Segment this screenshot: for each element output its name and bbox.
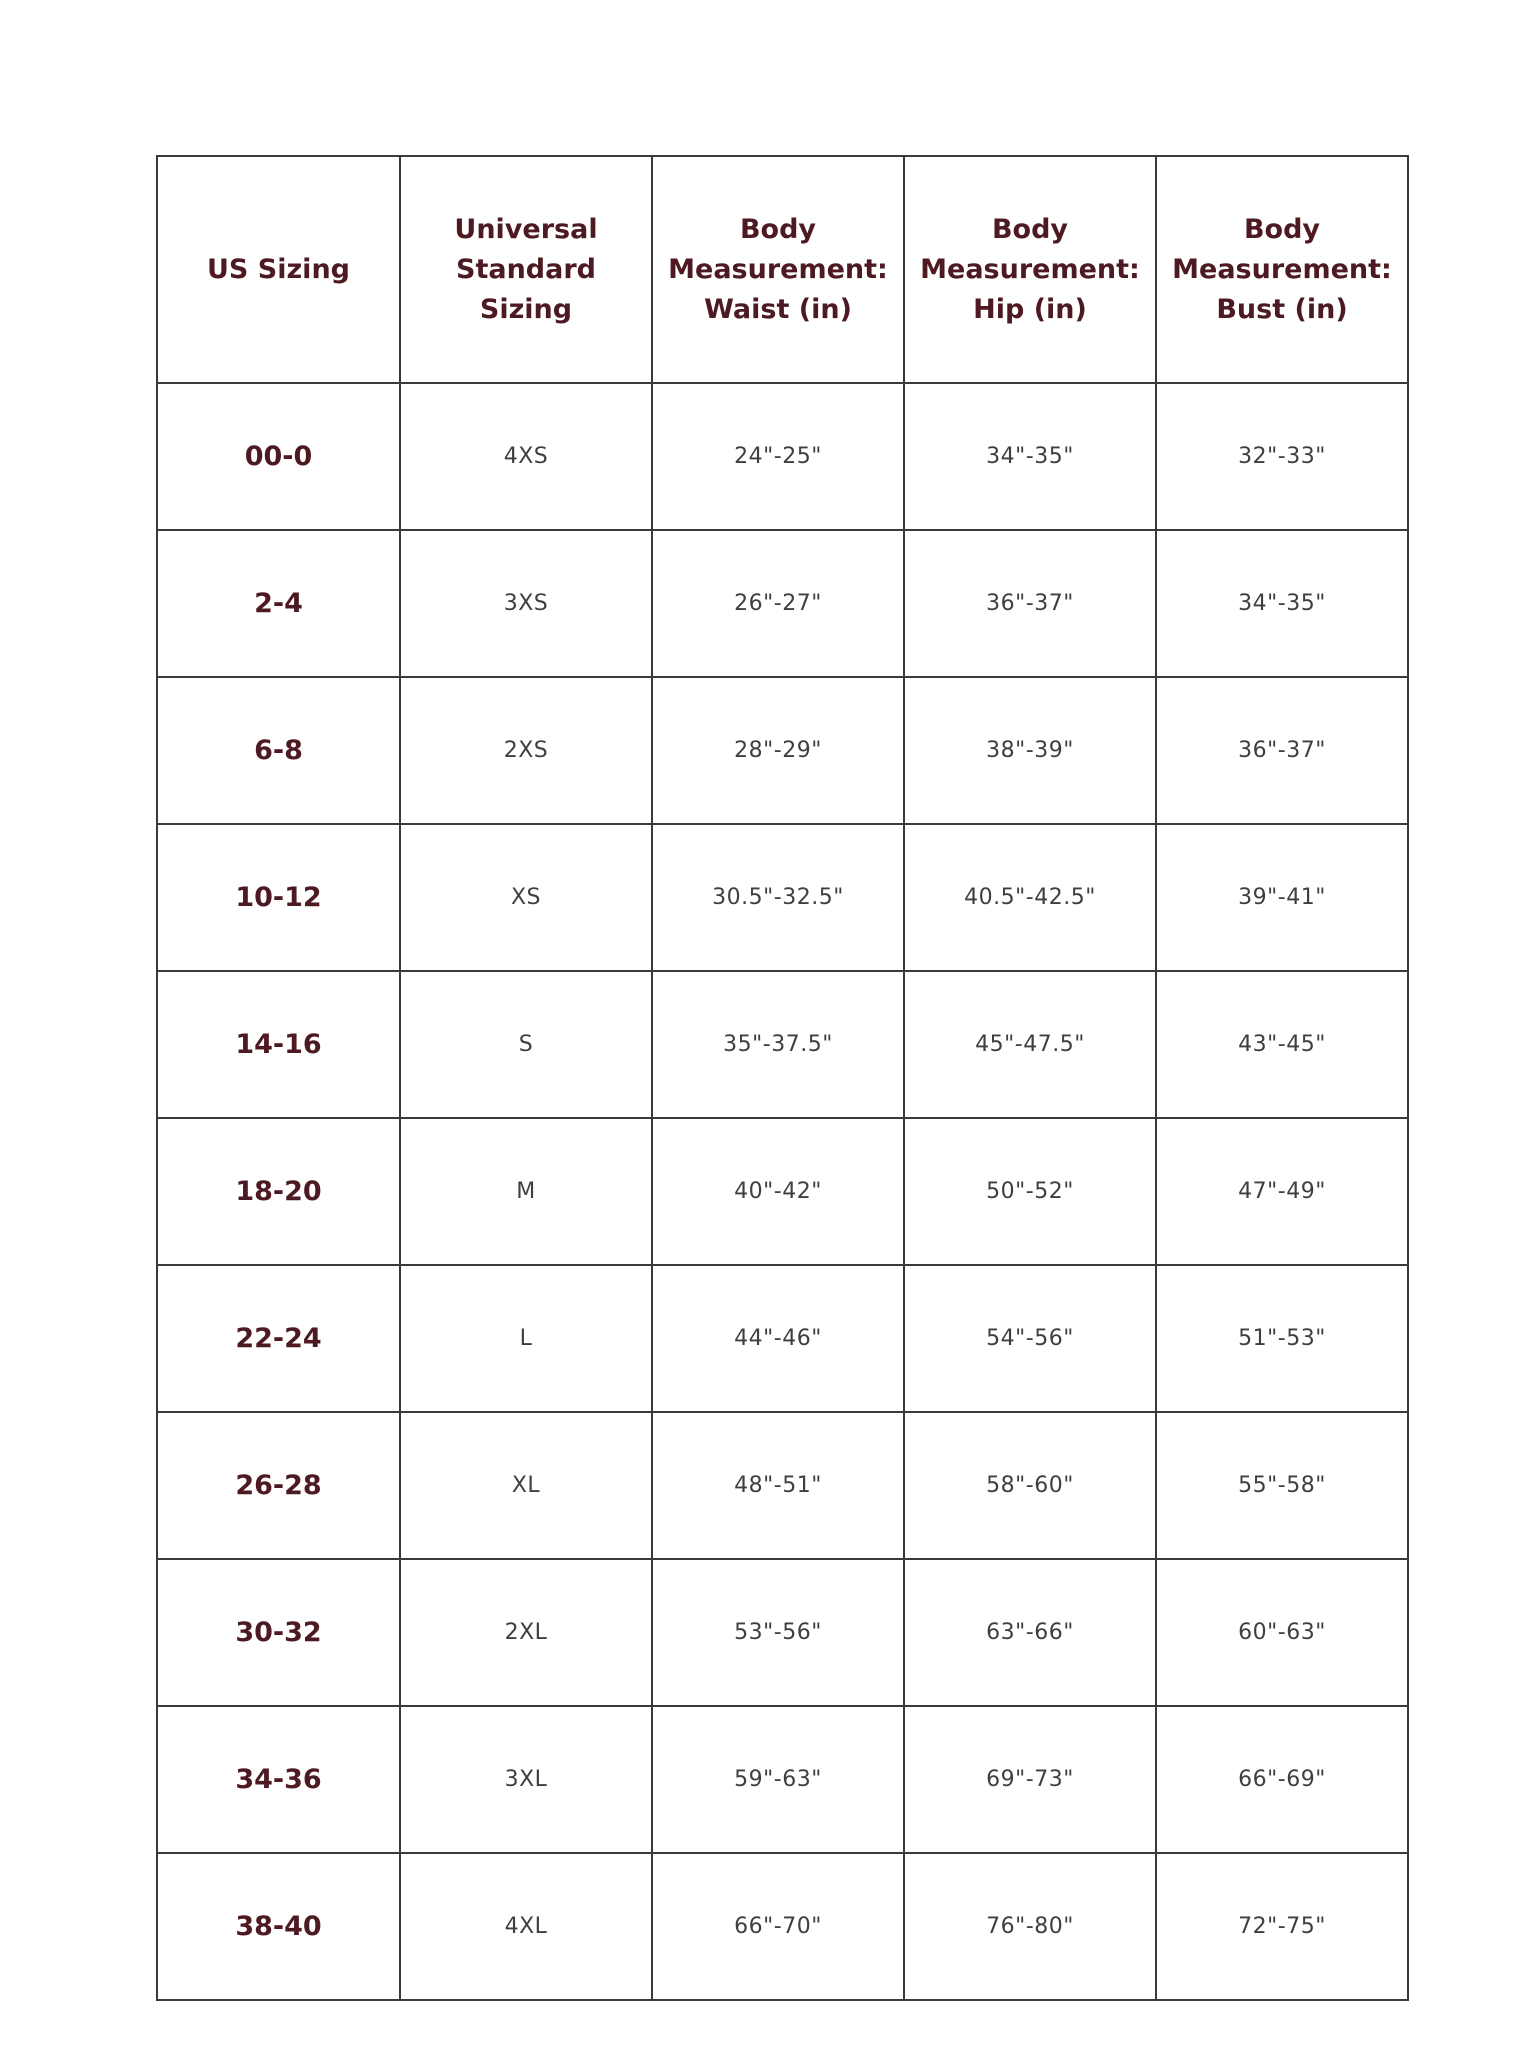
us-size-cell: 18-20 [157, 1118, 400, 1265]
universal-size-cell: S [400, 971, 652, 1118]
waist-cell: 40"-42" [652, 1118, 904, 1265]
us-size-cell: 34-36 [157, 1706, 400, 1853]
bust-cell: 55"-58" [1156, 1412, 1408, 1559]
waist-cell: 26"-27" [652, 530, 904, 677]
table-row [157, 1265, 1408, 1412]
bust-cell: 51"-53" [1156, 1265, 1408, 1412]
us-size-cell: 2-4 [157, 530, 400, 677]
table-row [157, 1412, 1408, 1559]
hip-cell: 54"-56" [904, 1265, 1156, 1412]
us-size-cell: 00-0 [157, 383, 400, 530]
bust-cell: 47"-49" [1156, 1118, 1408, 1265]
us-size-cell: 22-24 [157, 1265, 400, 1412]
bust-cell: 72"-75" [1156, 1853, 1408, 2000]
waist-cell: 28"-29" [652, 677, 904, 824]
waist-cell: 44"-46" [652, 1265, 904, 1412]
table-row [157, 1118, 1408, 1265]
waist-cell: 35"-37.5" [652, 971, 904, 1118]
table-row [157, 530, 1408, 677]
table-row [157, 824, 1408, 971]
hip-cell: 63"-66" [904, 1559, 1156, 1706]
us-size-cell: 10-12 [157, 824, 400, 971]
waist-cell: 53"-56" [652, 1559, 904, 1706]
universal-size-cell: L [400, 1265, 652, 1412]
header-us-sizing: US Sizing [157, 156, 400, 383]
waist-cell: 48"-51" [652, 1412, 904, 1559]
table-row [157, 677, 1408, 824]
header-waist: Body Measurement: Waist (in) [652, 156, 904, 383]
universal-size-cell: 4XL [400, 1853, 652, 2000]
hip-cell: 50"-52" [904, 1118, 1156, 1265]
us-size-cell: 30-32 [157, 1559, 400, 1706]
universal-size-cell: 4XS [400, 383, 652, 530]
bust-cell: 36"-37" [1156, 677, 1408, 824]
hip-cell: 45"-47.5" [904, 971, 1156, 1118]
table-row [157, 1853, 1408, 2000]
header-hip: Body Measurement: Hip (in) [904, 156, 1156, 383]
hip-cell: 36"-37" [904, 530, 1156, 677]
waist-cell: 66"-70" [652, 1853, 904, 2000]
hip-cell: 58"-60" [904, 1412, 1156, 1559]
hip-cell: 40.5"-42.5" [904, 824, 1156, 971]
bust-cell: 34"-35" [1156, 530, 1408, 677]
waist-cell: 24"-25" [652, 383, 904, 530]
waist-cell: 30.5"-32.5" [652, 824, 904, 971]
universal-size-cell: M [400, 1118, 652, 1265]
us-size-cell: 38-40 [157, 1853, 400, 2000]
table-row [157, 971, 1408, 1118]
table-row [157, 1706, 1408, 1853]
hip-cell: 69"-73" [904, 1706, 1156, 1853]
us-size-cell: 26-28 [157, 1412, 400, 1559]
universal-size-cell: 3XL [400, 1706, 652, 1853]
table-row [157, 1559, 1408, 1706]
bust-cell: 32"-33" [1156, 383, 1408, 530]
header-universal-standard-sizing: Universal Standard Sizing [400, 156, 652, 383]
universal-size-cell: 3XS [400, 530, 652, 677]
size-chart-table [156, 155, 1409, 2001]
table-header-row [157, 156, 1408, 383]
universal-size-cell: XS [400, 824, 652, 971]
table-row [157, 383, 1408, 530]
bust-cell: 60"-63" [1156, 1559, 1408, 1706]
universal-size-cell: XL [400, 1412, 652, 1559]
hip-cell: 38"-39" [904, 677, 1156, 824]
hip-cell: 76"-80" [904, 1853, 1156, 2000]
us-size-cell: 14-16 [157, 971, 400, 1118]
bust-cell: 66"-69" [1156, 1706, 1408, 1853]
universal-size-cell: 2XL [400, 1559, 652, 1706]
header-bust: Body Measurement: Bust (in) [1156, 156, 1408, 383]
bust-cell: 39"-41" [1156, 824, 1408, 971]
universal-size-cell: 2XS [400, 677, 652, 824]
waist-cell: 59"-63" [652, 1706, 904, 1853]
us-size-cell: 6-8 [157, 677, 400, 824]
bust-cell: 43"-45" [1156, 971, 1408, 1118]
hip-cell: 34"-35" [904, 383, 1156, 530]
